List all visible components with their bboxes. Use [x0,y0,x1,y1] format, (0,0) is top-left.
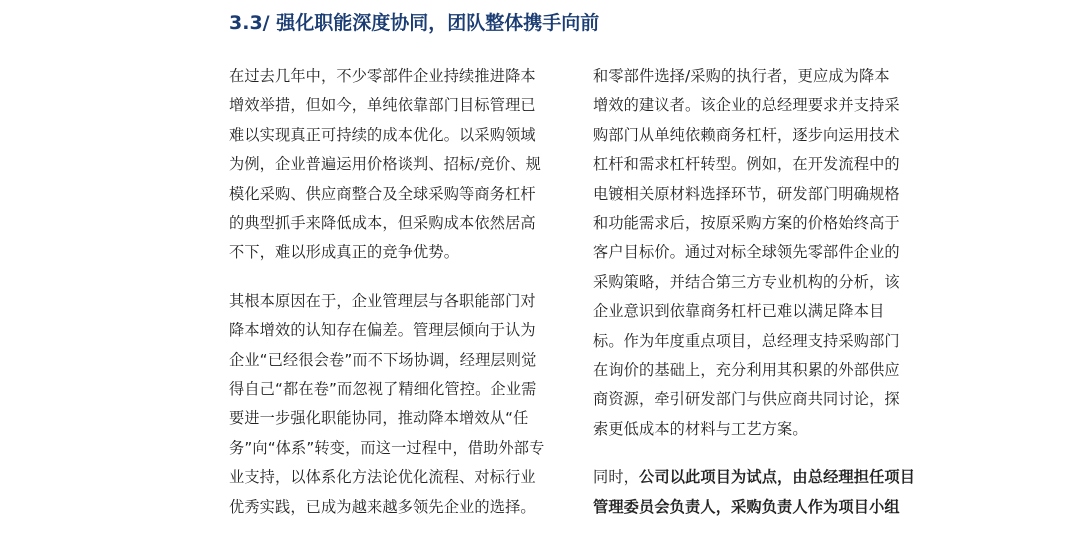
text-line: 降本增效的认知存在偏差。管理层倾向于认为 [229,321,536,340]
text-line: 模化采购、供应商整合及全球采购等商务杠杆 [229,184,536,203]
text-line: 索更低成本的材料与工艺方案。 [593,419,808,438]
left-column [229,62,574,541]
bold-text: 管理委员会负责人，采购负责人作为项目小组 [593,497,900,516]
section-heading: 3.3/ 强化职能深度协同，团队整体携手向前 [229,12,600,34]
text-line: 杠杆和需求杠杆转型。例如，在开发流程中的 [593,155,900,174]
text-line: 标。作为年度重点项目，总经理支持采购部门 [593,331,900,350]
text-line: 采购策略，并结合第三方专业机构的分析，该 [593,272,900,291]
text-line: 企业意识到依靠商务杠杆已难以满足降本目 [593,302,885,321]
text-line: 增效举措，但如今，单纯依靠部门目标管理已 [229,96,536,115]
text-line: 的典型抓手来降低成本，但采购成本依然居高 [229,214,536,233]
left-paragraph-1 [229,62,574,268]
text-line: 在过去几年中，不少零部件企业持续推进降本 [229,67,536,85]
text-line: 不下，难以形成真正的竞争优势。 [229,243,460,262]
text-line: 企业“已经很会卷”而不下场协调，经理层则觉 [229,350,537,369]
plain-text: 同时， [593,468,640,487]
text-line: 要进一步强化职能协同，推动降本增效从“任 [229,409,529,428]
text-line: 购部门从单纯依赖商务杠杆，逐步向运用技术 [593,125,900,144]
text-line: 为例，企业普遍运用价格谈判、招标/竞价、规 [229,155,542,174]
text-line: 难以实现真正可持续的成本优化。以采购领域 [229,125,536,144]
text-line: 商资源，牵引研发部门与供应商共同讨论，探 [593,390,900,409]
text-line: 其根本原因在于，企业管理层与各职能部门对 [229,291,536,310]
text-line [593,493,938,522]
text-line [593,463,938,492]
right-paragraph-1 [593,62,938,444]
text-line: 业支持，以体系化方法论优化流程、对标行业 [229,468,536,487]
text-line: 增效的建议者。该企业的总经理要求并支持采 [593,96,900,115]
text-line: 和功能需求后，按原采购方案的价格始终高于 [593,214,900,233]
text-line: 客户目标价。通过对标全球领先零部件企业的 [593,243,900,262]
right-paragraph-2 [593,463,938,522]
bold-text: 公司以此项目为试点，由总经理担任项目 [639,468,916,487]
text-line: 优秀实践，已成为越来越多领先企业的选择。 [229,497,536,516]
right-column [593,62,938,541]
text-line: 和零部件选择/采购的执行者，更应成为降本 [593,67,890,85]
text-line: 务”向“体系”转变，而这一过程中，借助外部专 [229,438,545,457]
text-line: 得自己“都在卷”而忽视了精细化管控。企业需 [229,380,537,399]
text-line: 在询价的基础上，充分利用其积累的外部供应 [593,361,900,380]
text-line: 电镀相关原材料选择环节，研发部门明确规格 [593,184,900,203]
left-paragraph-2 [229,287,574,522]
